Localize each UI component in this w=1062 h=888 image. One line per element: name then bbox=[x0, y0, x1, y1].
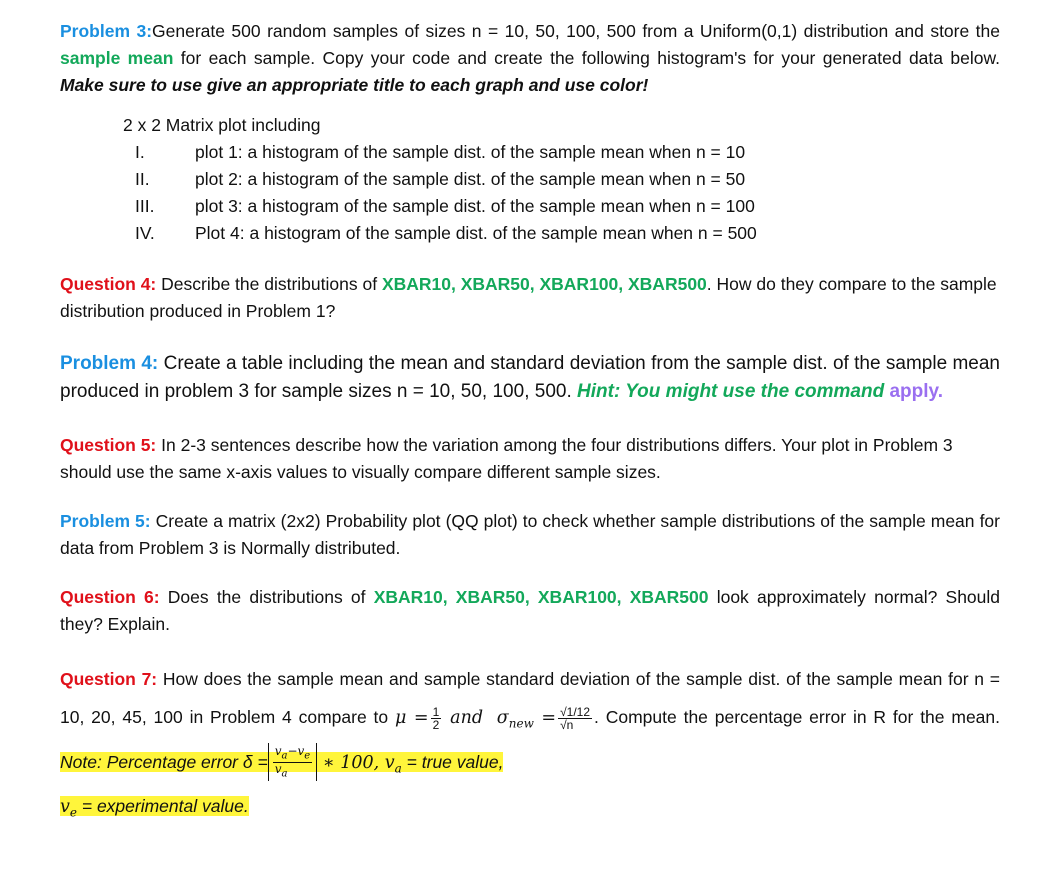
problem-5-text: Create a matrix (2x2) Probability plot (QQ plot) to check whether sample distributions of the sample mean for data from Problem 3 is Normally distributed. bbox=[60, 511, 1000, 558]
problem-4-text: Create a table including the mean and standard deviation from the sample dist. of the sample mean produced in problem 3 for sample sizes n = 10, 50, 100, 500. bbox=[60, 353, 1000, 402]
question-4-vars: XBAR10, XBAR50, XBAR100, XBAR500 bbox=[381, 274, 707, 294]
question-6 bbox=[60, 584, 1000, 638]
list-item bbox=[123, 166, 1000, 193]
list-item-number: IV. bbox=[135, 223, 155, 243]
problem-4-hint: Hint: You might use the command bbox=[577, 381, 890, 402]
list-item-number: III. bbox=[135, 196, 155, 216]
question-5-label: Question 5: bbox=[60, 435, 157, 455]
problem-5 bbox=[60, 508, 1000, 562]
list-item-text: plot 2: a histogram of the sample dist. of the sample mean when n = 50 bbox=[195, 169, 746, 189]
abs-value bbox=[268, 743, 318, 781]
question-7-text-1: How does the sample mean and sample standard deviation of the sample dist. of the sample mean for n = 10, 20, 45, 100 in Problem 4 compare to bbox=[60, 669, 1000, 727]
problem-3-instruction: Make sure to use give an appropriate title to each graph and use color! bbox=[60, 75, 649, 95]
va-den: v bbox=[274, 762, 282, 777]
problem-4 bbox=[60, 350, 1000, 406]
problem-4-label: Problem 4: bbox=[60, 353, 159, 374]
sigma-fraction bbox=[558, 706, 592, 731]
question-6-text-2: look approximately normal? Should they? Explain. bbox=[60, 587, 1001, 634]
matrix-heading: 2 x 2 Matrix plot including bbox=[123, 115, 321, 135]
document-page bbox=[60, 18, 1000, 832]
sigma-symbol: σ bbox=[496, 708, 509, 728]
problem-3-emph: sample mean bbox=[60, 48, 174, 68]
sigma-subscript: new bbox=[508, 716, 534, 731]
list-item bbox=[123, 193, 1000, 220]
sigma-numerator: √1/12 bbox=[560, 704, 591, 719]
mu-fraction bbox=[431, 706, 442, 731]
true-value-text: = true value, bbox=[401, 751, 504, 772]
problem-3 bbox=[60, 18, 1000, 99]
question-5 bbox=[60, 432, 1000, 486]
list-item-text: Plot 4: a histogram of the sample dist. of the sample mean when n = 500 bbox=[195, 223, 757, 243]
question-6-label: Question 6: bbox=[60, 587, 160, 607]
error-denominator bbox=[273, 763, 313, 780]
list-item bbox=[123, 220, 1000, 247]
ve-subscript: e bbox=[69, 805, 77, 820]
list-item-number: II. bbox=[135, 169, 150, 189]
problem-4-command: apply. bbox=[889, 381, 943, 402]
question-4-text-1: Describe the distributions of bbox=[156, 274, 382, 294]
question-6-text-1: Does the distributions of bbox=[159, 587, 374, 607]
minus-ve: −v bbox=[287, 743, 305, 758]
mu-denominator: 2 bbox=[432, 717, 440, 732]
experimental-value-text: = experimental value. bbox=[77, 796, 249, 816]
va-num: v bbox=[274, 743, 282, 758]
error-numerator bbox=[273, 745, 313, 763]
experimental-value-note bbox=[60, 796, 249, 820]
question-6-vars: XBAR10, XBAR50, XBAR100, XBAR500 bbox=[373, 587, 709, 607]
question-7-text-2: . Compute the percentage error in R for the mean. bbox=[594, 707, 1001, 727]
question-7-label: Question 7: bbox=[60, 669, 158, 689]
question-4-label: Question 4: bbox=[60, 274, 157, 294]
va-subscript: a bbox=[394, 761, 402, 775]
matrix-plot-list bbox=[123, 112, 1000, 247]
list-item-text: plot 1: a histogram of the sample dist. of the sample mean when n = 10 bbox=[195, 142, 746, 162]
and-word: and bbox=[450, 708, 484, 728]
sigma-denominator: √n bbox=[560, 717, 574, 732]
note-text: Note: Percentage error δ = bbox=[60, 751, 268, 772]
question-4 bbox=[60, 271, 1000, 325]
problem-3-label: Problem 3: bbox=[60, 21, 153, 41]
mu-numerator: 1 bbox=[432, 704, 440, 719]
ve-num-sub: e bbox=[304, 750, 311, 762]
problem-5-label: Problem 5: bbox=[60, 511, 151, 531]
mu-symbol: μ = bbox=[395, 708, 429, 728]
times-100: ∗ 100, bbox=[317, 752, 385, 773]
va-den-sub: a bbox=[281, 768, 288, 780]
va-symbol: v bbox=[384, 752, 395, 773]
question-5-text: In 2-3 sentences describe how the variation among the four distributions differs. Your plot in Problem 3 should use the same x-axis values to visually compare different sample sizes. bbox=[60, 435, 953, 482]
percentage-error-note bbox=[60, 743, 504, 780]
problem-3-text-2: for each sample. Copy your code and create the following histogram's for your generated data below. bbox=[173, 48, 1000, 68]
va-num-sub: a bbox=[281, 750, 288, 762]
list-item-text: plot 3: a histogram of the sample dist. of the sample mean when n = 100 bbox=[195, 196, 755, 216]
sigma-equals: = bbox=[533, 708, 557, 728]
ve-symbol: v bbox=[60, 797, 70, 817]
list-item bbox=[123, 139, 1000, 166]
list-item-number: I. bbox=[135, 142, 145, 162]
problem-3-text-1: Generate 500 random samples of sizes n = 10, 50, 100, 500 from a Uniform(0,1) distribution and store the bbox=[152, 21, 1000, 41]
question-7 bbox=[60, 660, 1000, 832]
error-fraction bbox=[273, 745, 313, 781]
question-4-text-2: . How do they compare to the sample distribution produced in Problem 1? bbox=[60, 274, 997, 321]
